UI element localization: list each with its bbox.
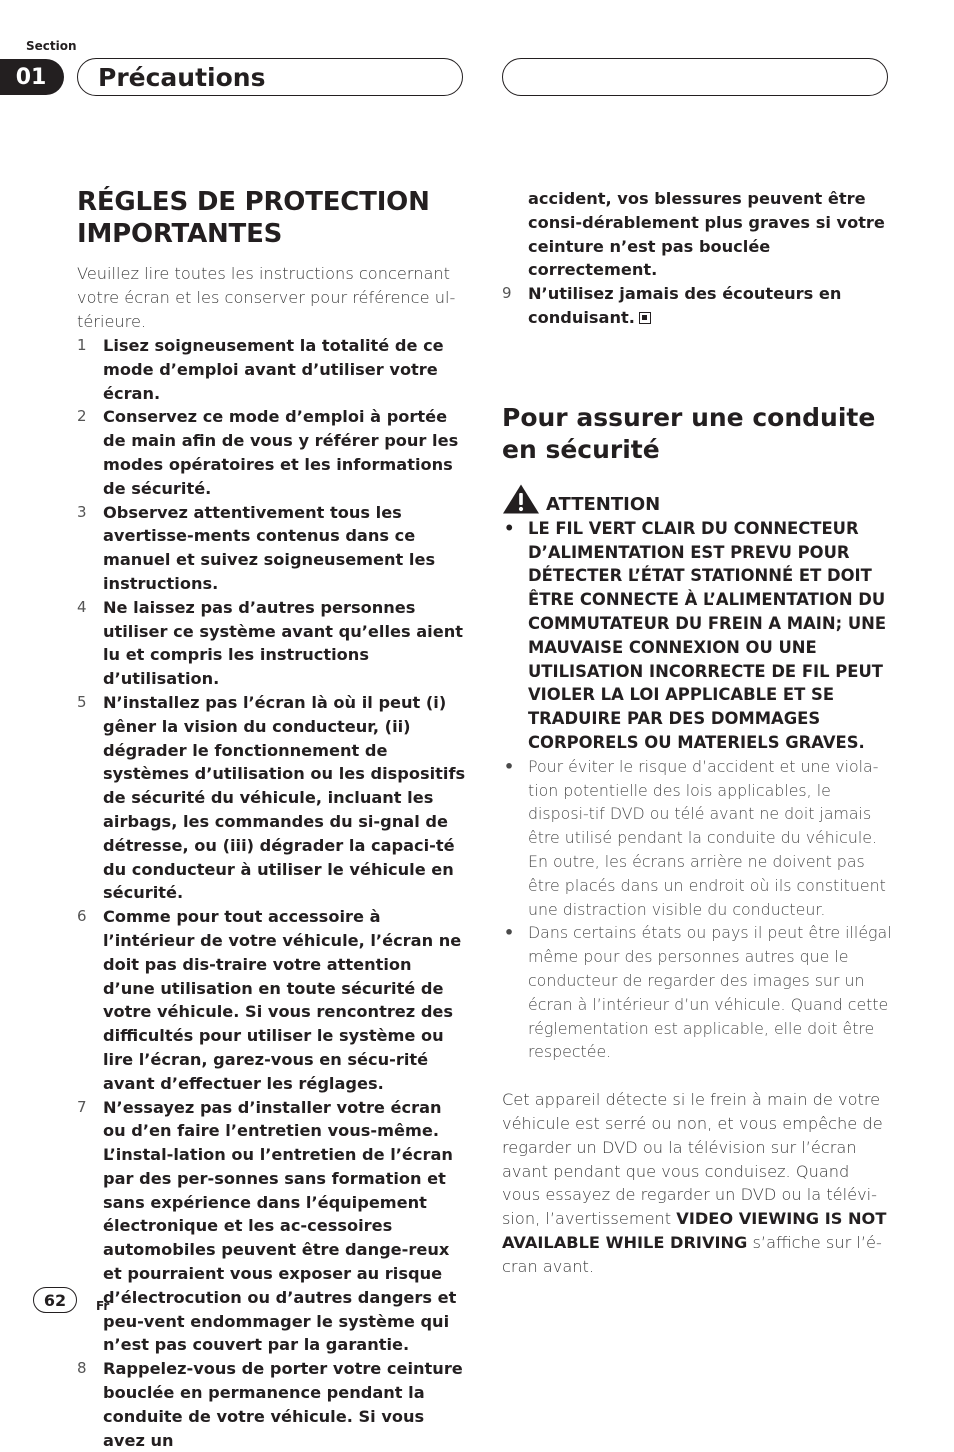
item-number: 4 (77, 597, 87, 616)
bullet-text: Dans certains états ou pays il peut être illégal même pour des personnes autres que le conducteur de regarder des images sur un écran à l’intérieur d’un véhicule. Quand cette réglementation est applicable, elle doit être respectée. (528, 923, 892, 1062)
item-text: Comme pour tout accessoire à l’intérieur de votre véhicule, l’écran ne doit pas dis-traire votre attention d’une utilisation en toute sécurité de votre véhicule. Si vous rencontrez des difficultés pour utiliser le système ou lire l’écran, garez-vous en sécu-rité avant d’effectuer les réglages. (103, 907, 462, 1093)
list-item (502, 282, 892, 330)
item-text: Ne laissez pas d’autres personnes utiliser ce système avant qu’elles aient lu et compris les instructions d’utilisation. (103, 597, 463, 689)
section-title-empty-box (502, 58, 888, 96)
item-text: Conservez ce mode d’emploi à portée de main afin de vous y référer pour les modes opératoires et les informations de sécurité. (103, 407, 459, 498)
attention-bullets (502, 517, 892, 1064)
intro-paragraph: Veuillez lire toutes les instructions concernant votre écran et les conserver pour référence ul-térieure. (77, 264, 456, 331)
attention-label: ATTENTION (546, 493, 661, 515)
warning-triangle-icon (502, 483, 540, 515)
item-8-continued: accident, vos blessures peuvent être consi-dérablement plus graves si votre ceinture n’est pas bouclée correctement. (528, 189, 885, 280)
closing-text-end: s’affiche sur l’é-cran avant. (502, 1232, 882, 1276)
item-text: N’installez pas l’écran là où il peut (i) gêner la vision du conducteur, (ii) dégrader le fonctionnement de systèmes d’utilisation ou les dispositifs de sécurité du véhicule, incluant les airbags, les commandes du si-gnal de détresse, ou (iii) dégrader la capaci-té du conducteur à utiliser le véhicule en sécurité. (103, 692, 466, 903)
list-item (77, 905, 467, 1095)
section-title (77, 58, 463, 96)
item-number: 2 (77, 407, 87, 426)
rules-list (77, 334, 467, 1452)
page-heading: RÉGLES DE PROTECTION IMPORTANTES (77, 187, 430, 249)
language-code: Fr (96, 1299, 110, 1313)
left-column (77, 186, 467, 1452)
list-item (502, 921, 892, 1064)
bullet-dot: • (504, 756, 515, 776)
closing-warning-message: VIDEO VIEWING IS NOT AVAILABLE WHILE DRIVING (502, 1209, 887, 1252)
section-heading: Pour assurer une conduite en sécurité (502, 402, 876, 464)
list-item (77, 596, 467, 691)
section-label: Section (26, 39, 77, 53)
section-title-text: Précautions (98, 62, 266, 92)
bullet-text: Pour éviter le risque d’accident et une viola-tion potentielle des lois applicables, le disposi-tif DVD ou télé avant ne doit jamais être utilisé pendant la conduite du véhicule. En outre, les écrans arrière ne doivent pas être placés dans un endroit où ils constituent une distraction visible du conducteur. (528, 756, 886, 919)
bullet-dot: • (504, 923, 515, 943)
item-number: 1 (77, 336, 87, 354)
item-number: 5 (77, 692, 87, 711)
item-text: N’utilisez jamais des écouteurs en conduisant. (528, 284, 842, 327)
item-number: 7 (77, 1097, 87, 1116)
item-number: 8 (77, 1359, 87, 1378)
list-item (77, 1357, 467, 1452)
item-number: 9 (502, 284, 512, 303)
rules-list-continued (502, 282, 892, 330)
list-item (77, 405, 467, 500)
item-text: Observez attentivement tous les avertisse-ments contenus dans ce manuel et suivez soigneusement les instructions. (103, 502, 436, 593)
page-number: 62 (33, 1287, 77, 1313)
item-number: 3 (77, 502, 87, 521)
list-item (77, 501, 467, 596)
item-text: Lisez soigneusement la totalité de ce mode d’emploi avant d’utiliser votre écran. (103, 336, 444, 403)
closing-text-start: Cet appareil détecte si le frein à main de votre véhicule est serré ou non, et vous empêche de regarder un DVD ou la télévision sur l’écran avant pendant que vous conduisez. Quand vous essayez de regarder un DVD ou la télévi-sion, l’avertissement (502, 1090, 883, 1229)
section-number-badge: 01 (0, 59, 64, 95)
list-item (77, 691, 467, 905)
end-mark-icon (639, 312, 651, 324)
list-item (502, 755, 892, 922)
bullet-dot: • (504, 518, 515, 538)
closing-paragraph (502, 1088, 892, 1278)
attention-block (502, 483, 892, 515)
right-column (502, 187, 892, 1278)
item-number: 6 (77, 907, 87, 926)
list-item (77, 1096, 467, 1358)
bullet-text: LE FIL VERT CLAIR DU CONNECTEUR D’ALIMENTATION EST PREVU POUR DÉTECTER L’ÉTAT STATIONNÉ ET DOIT ÊTRE CONNECTE À L’ALIMENTATION DU COMMUTATEUR DU FREIN A MAIN; UNE MAUVAISE CONNEXION OU UNE UTILISATION INCORRECTE DE FIL PEUT VIOLER LA LOI APPLICABLE ET SE TRADUIRE PAR DES DOMMAGES CORPORELS OU MATERIELS GRAVES. (528, 518, 887, 752)
item-text: Rappelez-vous de porter votre ceinture bouclée en permanence pendant la conduite de votre véhicule. Si vous avez un (103, 1359, 463, 1450)
list-item (77, 334, 467, 405)
list-item (502, 517, 892, 755)
item-text: N’essayez pas d’installer votre écran ou d’en faire l’entretien vous-même. L’instal-lation ou l’entretien de l’écran par des per-sonnes sans formation et sans expérience dans l’équipement électronique et les ac-cessoires automobiles peuvent être dange-reux et pourraient vous exposer au risque d’électrocution ou d’autres dangers et peu-vent endommager le système qui n’est pas couvert par la garantie. (103, 1097, 457, 1355)
